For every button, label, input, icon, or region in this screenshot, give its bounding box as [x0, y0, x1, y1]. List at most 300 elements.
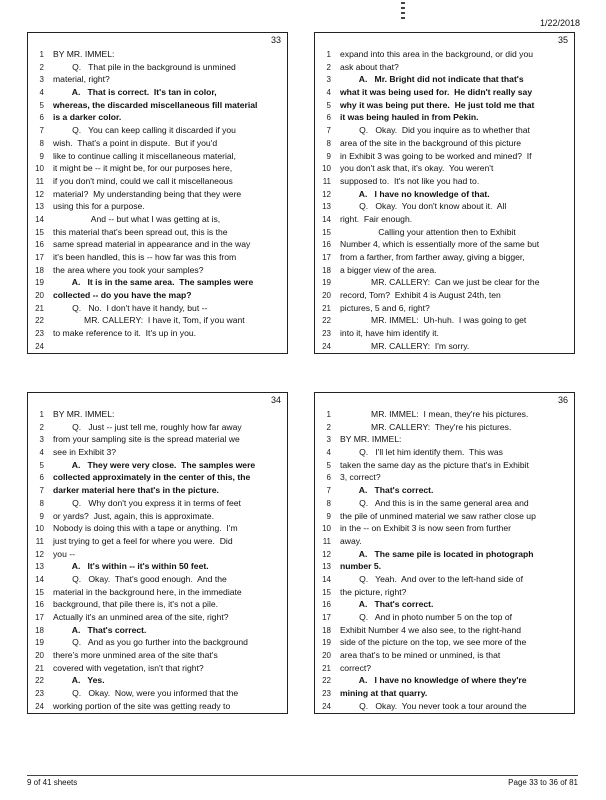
line-text: BY MR. IMMEL:	[53, 49, 115, 59]
footer-sheet-count: 9 of 41 sheets	[27, 778, 78, 787]
transcript-line	[317, 238, 571, 251]
transcript-line	[30, 510, 284, 523]
line-number: 12	[35, 189, 44, 199]
transcript-line	[30, 560, 284, 573]
transcript-line	[30, 238, 284, 251]
transcript-line	[30, 535, 284, 548]
line-number: 6	[326, 473, 331, 483]
line-number: 7	[326, 486, 331, 496]
line-text: working portion of the site was getting ready to	[53, 700, 231, 711]
transcript-line	[317, 251, 571, 264]
line-number: 3	[326, 435, 331, 445]
transcript-line	[317, 289, 571, 302]
line-text: Nobody is doing this with a tape or anything. I'm	[53, 523, 238, 534]
transcript-line	[30, 421, 284, 434]
transcript-line	[30, 226, 284, 239]
line-number: 3	[326, 75, 331, 85]
transcript-line	[30, 471, 284, 484]
line-number: 2	[326, 422, 331, 432]
transcript-line	[30, 302, 284, 315]
line-number: 20	[35, 291, 44, 301]
transcript-line	[30, 276, 284, 289]
line-text: mining at that quarry.	[340, 688, 428, 699]
line-number: 21	[35, 303, 44, 313]
line-number: 5	[326, 100, 331, 110]
line-number: 21	[322, 663, 331, 673]
line-text: A. That's correct.	[340, 599, 434, 610]
line-text: Q. Just -- just tell me, roughly how far away	[53, 421, 242, 432]
line-text: A. That's correct.	[53, 624, 147, 635]
page-lines	[30, 48, 284, 353]
line-number: 22	[322, 316, 331, 326]
line-text: A. That is correct. It's tan in color,	[53, 87, 217, 98]
line-text: Q. Okay. Did you inquire as to whether that	[340, 125, 530, 136]
transcript-line	[317, 175, 571, 188]
line-text: same spread material in appearance and in the way	[53, 239, 251, 250]
transcript-line	[317, 137, 571, 150]
line-text: BY MR. IMMEL:	[340, 434, 402, 445]
transcript-line	[30, 700, 284, 713]
line-text: ask about that?	[340, 61, 399, 72]
line-number: 23	[322, 329, 331, 339]
line-number: 8	[39, 498, 44, 508]
transcript-page-35	[314, 32, 575, 354]
transcript-line	[317, 700, 571, 713]
line-number: 3	[39, 435, 44, 445]
line-number: 1	[326, 410, 331, 419]
page-lines	[30, 408, 284, 713]
transcript-line	[317, 484, 571, 497]
transcript-line	[30, 162, 284, 175]
line-number: 18	[322, 265, 331, 275]
transcript-line	[30, 586, 284, 599]
line-number: 11	[322, 176, 331, 186]
line-number: 2	[39, 422, 44, 432]
line-text: And -- but what I was getting at is,	[53, 213, 221, 224]
line-number: 1	[39, 50, 44, 59]
line-text: Exhibit Number 4 we also see, to the right-hand	[340, 624, 522, 635]
line-text: Q. And this is in the same general area and	[340, 497, 529, 508]
line-number: 22	[35, 676, 44, 686]
transcript-line	[317, 687, 571, 700]
transcript-page-34	[27, 392, 288, 714]
line-number: 21	[35, 663, 44, 673]
transcript-line	[30, 548, 284, 561]
line-number: 7	[39, 486, 44, 496]
line-text: A. Yes.	[53, 675, 105, 686]
line-number: 16	[35, 240, 44, 250]
line-number: 10	[322, 164, 331, 174]
line-number: 10	[35, 164, 44, 174]
transcript-line	[30, 433, 284, 446]
line-number: 16	[35, 600, 44, 610]
line-text: Q. Okay. Now, were you informed that the	[53, 688, 239, 699]
transcript-line	[30, 687, 284, 700]
line-number: 6	[39, 473, 44, 483]
line-number: 14	[322, 574, 331, 584]
transcript-line	[317, 264, 571, 277]
transcript-line	[30, 251, 284, 264]
line-number: 14	[322, 214, 331, 224]
transcript-line	[30, 289, 284, 302]
line-number: 13	[35, 202, 44, 212]
line-text: Q. Okay. That's good enough. And the	[53, 573, 227, 584]
line-number: 9	[326, 151, 331, 161]
line-text: if you don't mind, could we call it miscellaneous	[53, 175, 233, 186]
transcript-line	[30, 264, 284, 277]
transcript-line	[30, 611, 284, 624]
line-text: why it was being put there. He just told me that	[340, 99, 535, 110]
line-text: material, right?	[53, 74, 110, 85]
transcript-line	[30, 649, 284, 662]
line-number: 14	[35, 214, 44, 224]
line-text: collected -- do you have the map?	[53, 290, 192, 301]
page-lines	[317, 48, 571, 353]
line-number: 8	[326, 498, 331, 508]
line-number: 8	[39, 138, 44, 148]
line-text: Q. You can keep calling it discarded if you	[53, 125, 236, 136]
line-text: correct?	[340, 662, 372, 673]
line-number: 5	[39, 460, 44, 470]
line-number: 5	[326, 460, 331, 470]
line-text: Q. Why don't you express it in terms of feet	[53, 497, 241, 508]
transcript-line	[30, 573, 284, 586]
line-text: in the -- on Exhibit 3 is now seen from further	[340, 523, 511, 534]
line-text: taken the same day as the picture that's in Exhibit	[340, 459, 529, 470]
line-number: 24	[322, 341, 331, 351]
transcript-line	[317, 124, 571, 137]
line-text: number 5.	[340, 561, 382, 572]
line-number: 23	[35, 329, 44, 339]
page-lines	[317, 408, 571, 713]
line-text: MR. CALLERY: They're his pictures.	[340, 421, 512, 432]
line-text: away.	[340, 535, 362, 546]
line-number: 6	[326, 113, 331, 123]
transcript-line	[30, 188, 284, 201]
transcript-line	[30, 48, 284, 61]
line-number: 15	[35, 587, 44, 597]
line-text: Q. I'll let him identify them. This was	[340, 447, 503, 458]
page-number: 34	[270, 395, 281, 405]
line-number: 9	[39, 151, 44, 161]
page-number: 35	[557, 35, 568, 45]
line-text: MR. CALLERY: I'm sorry.	[340, 340, 470, 351]
line-number: 19	[35, 638, 44, 648]
line-number: 11	[35, 536, 44, 546]
line-text: MR. IMMEL: I mean, they're his pictures.	[340, 409, 529, 419]
line-text: Q. That pile in the background is unmined	[53, 61, 236, 72]
line-number: 17	[322, 253, 331, 262]
line-text: A. I have no knowledge of where they're	[340, 675, 527, 686]
line-text: to make reference to it. It's up in you.	[53, 328, 197, 339]
line-text: A. It is in the same area. The samples were	[53, 277, 254, 288]
line-text: pictures, 5 and 6, right?	[340, 302, 430, 313]
transcript-line	[317, 497, 571, 510]
line-text: MR. CALLERY: I have it, Tom, if you want	[53, 315, 245, 326]
transcript-line	[317, 162, 571, 175]
transcript-line	[30, 99, 284, 112]
transcript-line	[30, 314, 284, 327]
transcript-line	[317, 188, 571, 201]
transcript-line	[30, 124, 284, 137]
transcript-line	[317, 86, 571, 99]
line-number: 4	[39, 88, 44, 98]
transcript-line	[317, 548, 571, 561]
line-text: Q. Okay. You don't know about it. All	[340, 201, 507, 212]
line-text: it might be -- it might be, for our purposes here,	[53, 163, 233, 174]
line-text: Q. And in photo number 5 on the top of	[340, 612, 512, 622]
transcript-line	[317, 302, 571, 315]
line-number: 19	[35, 278, 44, 288]
transcript-line	[30, 497, 284, 510]
transcript-line	[30, 459, 284, 472]
transcript-line	[317, 510, 571, 523]
transcript-line	[317, 649, 571, 662]
line-text: covered with vegetation, isn't that right?	[53, 662, 204, 673]
transcript-line	[317, 624, 571, 637]
line-text: a bigger view of the area.	[340, 264, 437, 275]
line-number: 17	[322, 613, 331, 622]
line-text: from a farther, from farther away, giving a bigger,	[340, 252, 525, 262]
line-text: background, that pile there is, it's not a pile.	[53, 599, 219, 610]
line-number: 23	[322, 689, 331, 699]
line-number: 18	[322, 625, 331, 635]
line-number: 2	[39, 62, 44, 72]
transcript-line	[317, 459, 571, 472]
line-text: it was being hauled in from Pekin.	[340, 112, 479, 123]
line-number: 20	[322, 291, 331, 301]
transcript-line	[317, 471, 571, 484]
transcript-line	[317, 636, 571, 649]
line-number: 16	[322, 240, 331, 250]
line-number: 4	[39, 448, 44, 458]
line-text: Number 4, which is essentially more of the same but	[340, 239, 540, 250]
line-number: 1	[39, 410, 44, 419]
line-number: 23	[35, 689, 44, 699]
line-number: 9	[39, 511, 44, 521]
transcript-line	[30, 484, 284, 497]
line-text: supposed to. It's not like you had to.	[340, 175, 480, 186]
transcript-line	[317, 111, 571, 124]
line-number: 9	[326, 511, 331, 521]
line-number: 24	[35, 701, 44, 711]
line-text: the area where you took your samples?	[53, 264, 204, 275]
transcript-line	[30, 200, 284, 213]
line-text: darker material here that's in the picture.	[53, 485, 219, 496]
line-text: this material that's been spread out, this is the	[53, 226, 228, 237]
line-number: 4	[326, 448, 331, 458]
line-number: 18	[35, 265, 44, 275]
transcript-line	[317, 340, 571, 353]
line-text: A. They were very close. The samples were	[53, 459, 256, 470]
line-number: 17	[35, 613, 44, 622]
transcript-line	[317, 48, 571, 61]
transcript-line	[30, 327, 284, 340]
line-text: the picture, right?	[340, 586, 407, 597]
line-number: 15	[35, 227, 44, 237]
line-number: 21	[322, 303, 331, 313]
line-text: material in the background here, in the immediate	[53, 586, 242, 597]
transcript-line	[30, 598, 284, 611]
punch-mark	[400, 2, 406, 24]
line-number: 6	[39, 113, 44, 123]
transcript-line	[30, 175, 284, 188]
line-number: 19	[322, 638, 331, 648]
transcript-line	[30, 662, 284, 675]
transcript-line	[317, 586, 571, 599]
line-number: 3	[39, 75, 44, 85]
line-text: or yards? Just, again, this is approximate.	[53, 510, 214, 521]
line-text: Calling your attention then to Exhibit	[340, 226, 516, 237]
line-number: 19	[322, 278, 331, 288]
line-number: 5	[39, 100, 44, 110]
line-number: 7	[39, 126, 44, 136]
footer-divider	[27, 775, 578, 776]
transcript-line	[30, 674, 284, 687]
line-number: 4	[326, 88, 331, 98]
transcript-line	[30, 408, 284, 421]
line-text: see in Exhibit 3?	[53, 447, 117, 458]
line-text: expand into this area in the background, or did you	[340, 49, 534, 59]
line-number: 22	[35, 316, 44, 326]
line-text: Actually it's an unmined area of the site, right?	[53, 612, 229, 622]
transcript-line	[317, 611, 571, 624]
line-number: 24	[322, 701, 331, 711]
line-text: like to continue calling it miscellaneous material,	[53, 150, 236, 161]
line-text: the pile of unmined material we saw rather close up	[340, 510, 536, 521]
transcript-line	[317, 276, 571, 289]
line-number: 8	[326, 138, 331, 148]
transcript-line	[30, 340, 284, 353]
transcript-line	[317, 446, 571, 459]
transcript-page-36	[314, 392, 575, 714]
line-text: A. I have no knowledge of that.	[340, 188, 490, 199]
transcript-line	[317, 327, 571, 340]
line-text: into it, have him identify it.	[340, 328, 439, 339]
transcript-line	[30, 137, 284, 150]
line-number: 17	[35, 253, 44, 262]
line-number: 13	[35, 562, 44, 572]
transcript-line	[317, 314, 571, 327]
line-text: MR. CALLERY: Can we just be clear for the	[340, 277, 540, 288]
transcript-line	[30, 61, 284, 74]
line-text: right. Fair enough.	[340, 213, 413, 224]
line-text: is a darker color.	[53, 112, 122, 123]
line-text: side of the picture on the top, we see more of the	[340, 637, 527, 648]
line-text: using this for a purpose.	[53, 201, 145, 212]
line-text: A. That's correct.	[340, 485, 434, 496]
footer-page-range: Page 33 to 36 of 81	[508, 778, 578, 787]
transcript-line	[317, 150, 571, 163]
line-number: 15	[322, 587, 331, 597]
line-text: A. The same pile is located in photograph	[340, 548, 534, 559]
line-text: Q. Okay. You never took a tour around the	[340, 700, 527, 711]
transcript-line	[317, 433, 571, 446]
line-number: 12	[35, 549, 44, 559]
page-number: 33	[270, 35, 281, 45]
line-text: A. Mr. Bright did not indicate that that's	[340, 74, 524, 85]
line-text: you don't ask that, it's okay. You weren't	[340, 163, 494, 174]
transcript-line	[30, 624, 284, 637]
transcript-line	[317, 61, 571, 74]
line-text: A. It's within -- it's within 50 feet.	[53, 561, 209, 572]
line-text: from your sampling site is the spread material we	[53, 434, 240, 445]
transcript-line	[317, 598, 571, 611]
line-text: whereas, the discarded miscellaneous fill material	[53, 99, 258, 110]
line-number: 2	[326, 62, 331, 72]
line-number: 14	[35, 574, 44, 584]
transcript-line	[317, 200, 571, 213]
line-number: 20	[35, 651, 44, 661]
line-text: 3, correct?	[340, 472, 381, 483]
line-number: 24	[35, 341, 44, 351]
line-number: 13	[322, 562, 331, 572]
line-number: 12	[322, 549, 331, 559]
transcript-line	[317, 99, 571, 112]
transcript-line	[30, 86, 284, 99]
transcript-line	[317, 522, 571, 535]
transcript-line	[30, 522, 284, 535]
transcript-line	[317, 662, 571, 675]
transcript-line	[317, 73, 571, 86]
transcript-line	[30, 73, 284, 86]
page-number: 36	[557, 395, 568, 405]
transcript-page-33	[27, 32, 288, 354]
line-number: 12	[322, 189, 331, 199]
line-number: 11	[35, 176, 44, 186]
line-number: 22	[322, 676, 331, 686]
line-number: 7	[326, 126, 331, 136]
line-text: what it was being used for. He didn't really say	[340, 87, 533, 98]
line-text: MR. IMMEL: Uh-huh. I was going to get	[340, 315, 527, 326]
transcript-line	[317, 421, 571, 434]
line-text: just trying to get a feel for where you were. Did	[53, 535, 233, 546]
line-text: BY MR. IMMEL:	[53, 409, 115, 419]
line-text: wish. That's a point in dispute. But if you'd	[53, 137, 218, 148]
line-text: material? My understanding being that they were	[53, 188, 242, 199]
line-number: 18	[35, 625, 44, 635]
transcript-line	[317, 573, 571, 586]
line-number: 10	[35, 524, 44, 534]
line-number: 11	[322, 536, 331, 546]
transcript-line	[317, 674, 571, 687]
transcript-line	[30, 446, 284, 459]
line-number: 1	[326, 50, 331, 59]
line-number: 10	[322, 524, 331, 534]
line-text: in Exhibit 3 was going to be worked and mined? If	[340, 150, 532, 161]
line-text: Q. No. I don't have it handy, but --	[53, 302, 208, 313]
line-text: area of the site in the background of this picture	[340, 137, 522, 148]
transcript-line	[30, 636, 284, 649]
line-text: it's been handled, this is -- how far was this from	[53, 252, 237, 262]
line-text: Q. And as you go further into the background	[53, 637, 248, 648]
transcript-line	[30, 213, 284, 226]
transcript-line	[317, 226, 571, 239]
transcript-line	[317, 213, 571, 226]
line-number: 20	[322, 651, 331, 661]
line-text: you --	[53, 548, 75, 559]
line-number: 13	[322, 202, 331, 212]
transcript-line	[30, 150, 284, 163]
line-text: collected approximately in the center of this, the	[53, 472, 251, 483]
header-date: 1/22/2018	[539, 18, 580, 28]
transcript-line	[30, 111, 284, 124]
line-number: 15	[322, 227, 331, 237]
line-number: 16	[322, 600, 331, 610]
transcript-line	[317, 408, 571, 421]
line-text: area that's to be mined or unmined, is that	[340, 650, 501, 661]
line-text: record, Tom? Exhibit 4 is August 24th, ten	[340, 290, 501, 301]
